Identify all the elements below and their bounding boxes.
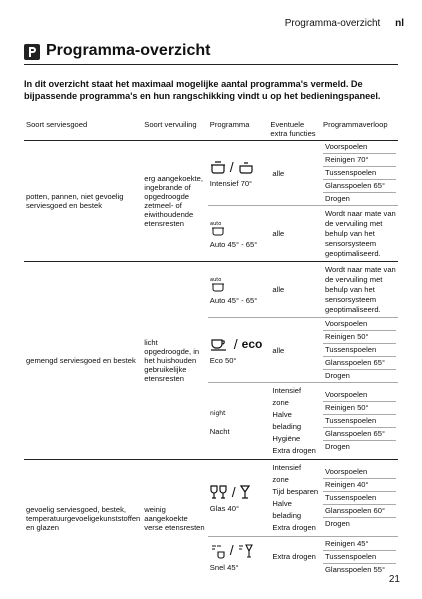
extra-item: Extra drogen [272, 523, 316, 532]
phase-item: Drogen [325, 371, 350, 380]
col-extra: Eventuele extra functies [268, 118, 321, 141]
extra-item: Halve belading [272, 499, 302, 520]
soort-cell: gevoelig serviesgoed, bestek, temperatuurgevoeligekunststoffen en glazen [24, 460, 142, 577]
phase-item: Drogen [325, 194, 350, 203]
phase-item: Tussenspoelen [323, 492, 396, 505]
vervuiling-cell: licht opgedroogde, in het huishouden gebruikelijke etensresten [142, 262, 208, 460]
programma-name: Auto 45° - 65° [209, 239, 258, 249]
running-header [285, 18, 404, 29]
program-icon [24, 44, 40, 60]
quick-icon [210, 543, 226, 559]
phase-cell [321, 318, 398, 383]
phase-cell [321, 460, 398, 537]
col-verloop: Programmaverloop [321, 118, 398, 141]
extra-cell [268, 383, 321, 460]
night-label: night [209, 410, 226, 417]
programma-cell [208, 460, 269, 537]
wine-glass-icon [240, 485, 250, 499]
phase-item: Voorspoelen [323, 389, 396, 402]
phase-item: Voorspoelen [323, 466, 396, 479]
phase-cell [321, 537, 398, 577]
phase-cell [321, 262, 398, 318]
phase-item: Glansspoelen 60° [323, 505, 396, 518]
extra-cell: alle [268, 262, 321, 318]
phase-item: Glansspoelen 65° [323, 180, 396, 193]
auto-label: auto [209, 220, 222, 227]
programma-name: Nacht [209, 427, 230, 436]
page-number: 21 [388, 574, 400, 585]
auto-icon [210, 219, 228, 237]
extra-cell: alle [268, 318, 321, 383]
night-icon [210, 406, 238, 424]
pot-icon [210, 160, 226, 174]
auto-icon [210, 275, 228, 293]
programma-cell [208, 383, 269, 460]
extra-item: Halve belading [272, 410, 302, 431]
phase-item: Reinigen 40° [323, 479, 396, 492]
page-title: Programma-overzicht [46, 42, 211, 59]
programma-name: Intensief 70° [209, 179, 253, 188]
extra-cell: alle [268, 206, 321, 262]
extra-cell: Extra drogen [268, 537, 321, 577]
programma-name: Eco 50° [209, 356, 237, 365]
cup-plate-icon [210, 337, 230, 351]
phase-item: Reinigen 45° [323, 538, 396, 551]
programma-cell [208, 141, 269, 206]
separator: / [231, 483, 236, 500]
programma-name: Auto 45° - 65° [209, 295, 258, 305]
soort-cell: potten, pannen, niet gevoelig serviesgoed en bestek [24, 141, 142, 262]
programma-cell [208, 262, 269, 318]
extra-item: Intensief zone [272, 386, 302, 407]
separator: / [229, 158, 234, 175]
programma-cell [208, 206, 269, 262]
eco-label: eco [241, 336, 263, 351]
table-row [24, 262, 398, 318]
phase-item: Tussenspoelen [323, 167, 396, 180]
table-row [24, 460, 398, 537]
extra-cell [268, 460, 321, 537]
phase-item: Glansspoelen 55° [325, 564, 386, 574]
col-vervuiling: Soort vervuiling [142, 118, 208, 141]
extra-item: Tijd besparen [272, 487, 319, 496]
program-table [24, 118, 398, 577]
header-section: Programma-overzicht [284, 18, 381, 29]
extra-item: Intensief zone [272, 463, 302, 484]
col-programma: Programma [208, 118, 269, 141]
phase-item: Tussenspoelen [323, 344, 396, 357]
phase-cell [321, 383, 398, 460]
phase-item: Glansspoelen 65° [323, 428, 396, 441]
programma-cell [208, 537, 269, 577]
soort-cell: gemengd serviesgoed en bestek [24, 262, 142, 460]
phase-item: Reinigen 50° [323, 402, 396, 415]
col-soort: Soort serviesgoed [24, 118, 142, 141]
intro-text: In dit overzicht staat het maximaal mogelijke aantal programma's vermeld. De bijpassende programma's en hun rangschikking vindt u op het bedieningspaneel. [24, 79, 381, 101]
phase-item: Wordt naar mate van de vervuiling met behulp van het sensorsysteem geoptimaliseerd. [325, 208, 396, 258]
table-header-row [24, 118, 398, 141]
phase-item: Glansspoelen 65° [323, 357, 396, 370]
programma-name: Glas 40° [209, 504, 239, 513]
separator: / [229, 542, 234, 559]
header-lang: nl [395, 18, 404, 29]
phase-item: Reinigen 50° [323, 331, 396, 344]
vervuiling-cell: weinig aangekoekte verse etensresten [142, 460, 208, 577]
quick-glass-icon [238, 543, 256, 559]
phase-cell [321, 141, 398, 206]
extra-item: Extra drogen [272, 446, 316, 455]
phase-item: Voorspoelen [323, 318, 396, 331]
pan-icon [238, 160, 254, 174]
phase-item: Drogen [325, 519, 350, 528]
glasses-icon [210, 485, 228, 499]
phase-item: Tussenspoelen [323, 415, 396, 428]
phase-item: Drogen [325, 442, 350, 451]
phase-item: Voorspoelen [323, 141, 396, 154]
extra-item: Hygiëne [272, 434, 301, 443]
phase-cell [321, 206, 398, 262]
programma-name: Snel 45° [209, 562, 239, 572]
phase-item: Reinigen 70° [323, 154, 396, 167]
title-rule [24, 64, 398, 65]
table-row [24, 141, 398, 206]
title-block [24, 42, 398, 64]
separator: / [233, 335, 238, 352]
phase-item: Tussenspoelen [323, 551, 396, 564]
phase-item: Wordt naar mate van de vervuiling met behulp van het sensorsysteem geoptimaliseerd. [325, 264, 396, 314]
extra-cell: alle [268, 141, 321, 206]
auto-label: auto [209, 276, 222, 283]
programma-cell [208, 318, 269, 383]
vervuiling-cell: erg aangekoekte, ingebrande of opgedroogde zetmeel- of eiwithoudende etensresten [142, 141, 208, 262]
